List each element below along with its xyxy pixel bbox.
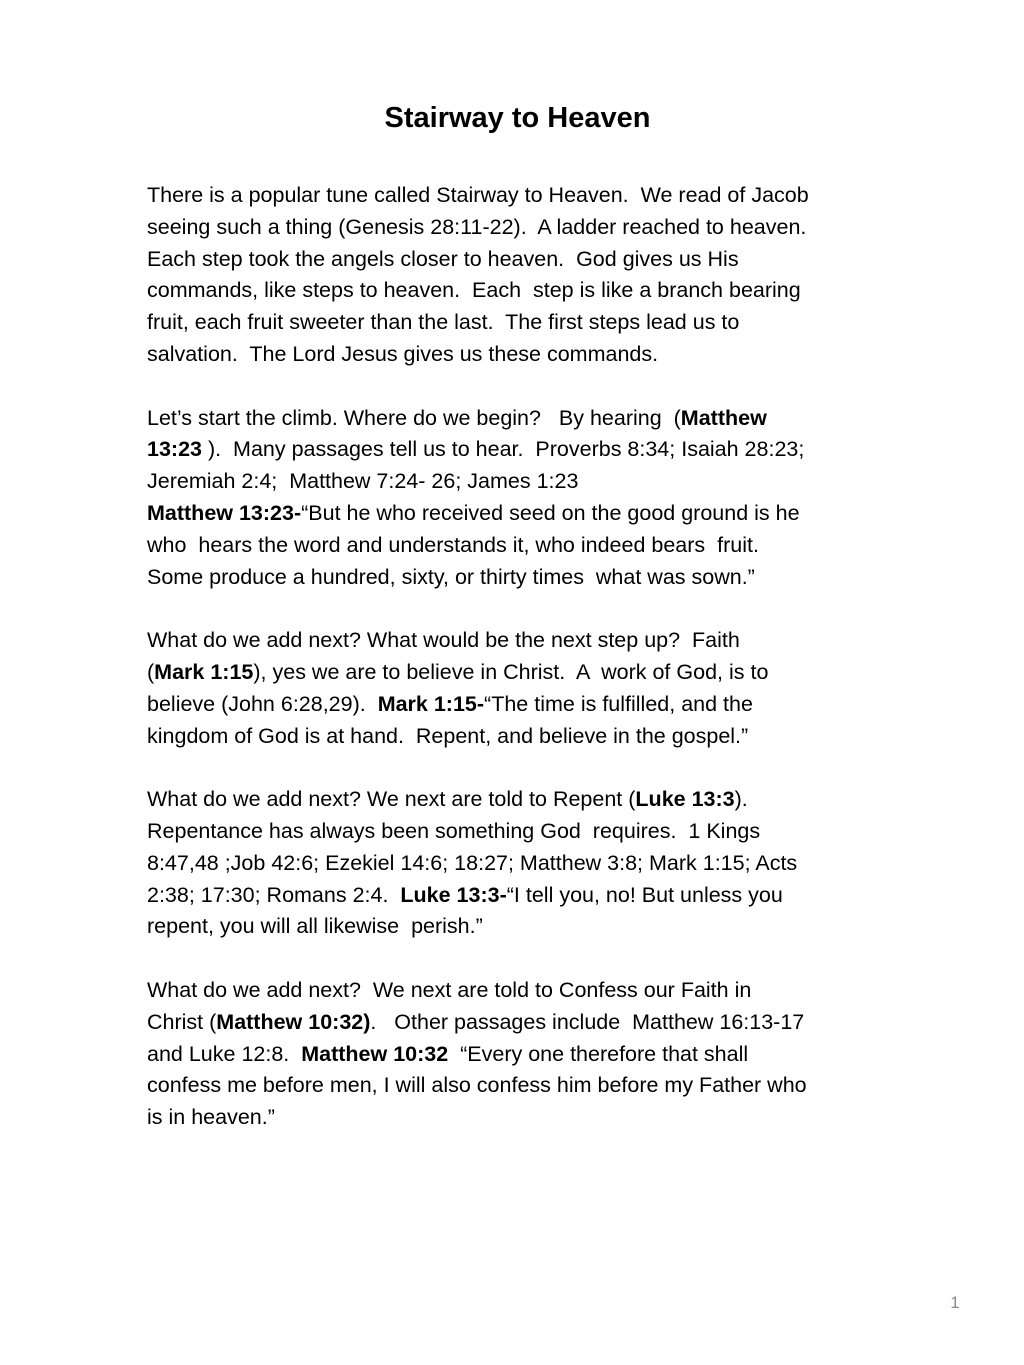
- text-line: [147, 848, 897, 880]
- scripture-reference: Matthew 13:23-: [147, 500, 302, 525]
- text-run: There is a popular tune called Stairway to Heaven. We read of Jacob: [147, 183, 809, 207]
- text-line: [147, 1070, 897, 1102]
- text-run: Jeremiah 2:4; Matthew 7:24- 26; James 1:23: [147, 469, 579, 494]
- text-run: fruit, each fruit sweeter than the last. The first steps lead us to: [147, 310, 740, 335]
- text-run: 8:47,48 ;Job 42:6; Ezekiel 14:6; 18:27; Matthew 3:8; Mark 1:15; Acts: [147, 850, 798, 875]
- text-line: [147, 1102, 897, 1134]
- text-line: [147, 339, 897, 371]
- text-line: [147, 498, 897, 530]
- text-run: ), yes we are to believe in Christ. A work of God, is to: [253, 659, 769, 684]
- page-title: Stairway to Heaven: [384, 102, 651, 134]
- text-line: [147, 562, 897, 594]
- text-run: “The time is fulfilled, and the: [484, 691, 753, 716]
- text-run: salvation. The Lord Jesus gives us these commands.: [147, 341, 659, 366]
- scripture-reference: Luke 13:3: [635, 787, 735, 812]
- text-run: Repentance has always been something God requires. 1 Kings: [147, 818, 761, 843]
- text-run: who hears the word and understands it, who indeed bears fruit.: [147, 532, 759, 557]
- text-line: [147, 880, 897, 912]
- text-line: [147, 530, 897, 562]
- text-line: [147, 689, 897, 721]
- text-line: [147, 816, 897, 848]
- text-line: [147, 244, 897, 276]
- text-run: and Luke 12:8.: [147, 1041, 302, 1066]
- text-line: [147, 466, 897, 498]
- scripture-reference: Luke 13:3-: [400, 882, 507, 907]
- text-line: [147, 307, 897, 339]
- text-run: repent, you will all likewise perish.”: [147, 914, 483, 939]
- text-run: . Other passages include Matthew 16:13-17: [370, 1009, 805, 1034]
- text-line: [147, 657, 897, 689]
- text-run: “But he who received seed on the good ground is he: [301, 500, 800, 525]
- paragraph: [147, 784, 897, 943]
- text-run: “Every one therefore that shall: [448, 1041, 749, 1066]
- scripture-reference: Matthew: [680, 405, 767, 430]
- text-line: [147, 180, 897, 212]
- page-number: 1: [950, 1293, 960, 1312]
- text-line: [147, 212, 897, 244]
- paragraph: [147, 975, 897, 1134]
- text-run: believe (John 6:28,29).: [147, 691, 378, 716]
- text-run: commands, like steps to heaven. Each step is like a branch bearing: [147, 278, 801, 303]
- text-run: confess me before men, I will also confess him before my Father who: [147, 1073, 807, 1098]
- scripture-reference: Matthew 10:32): [216, 1009, 371, 1034]
- text-line: [147, 784, 897, 816]
- text-line: [147, 975, 897, 1007]
- scripture-reference: 13:23: [147, 437, 202, 462]
- text-run: kingdom of God is at hand. Repent, and believe in the gospel.”: [147, 723, 749, 748]
- text-run: What do we add next? What would be the next step up? Faith: [147, 628, 740, 653]
- text-run: seeing such a thing (Genesis 28:11-22). A ladder reached to heaven.: [147, 214, 807, 239]
- text-line: [147, 403, 897, 435]
- paragraph: [147, 180, 897, 371]
- text-line: [147, 275, 897, 307]
- text-line: [147, 911, 897, 943]
- scripture-reference: Mark 1:15: [154, 659, 254, 684]
- document-body: [147, 180, 897, 1166]
- scripture-reference: Mark 1:15-: [377, 691, 485, 716]
- text-line: [147, 1039, 897, 1071]
- text-line: [147, 1007, 897, 1039]
- text-line: [147, 625, 897, 657]
- text-run: “I tell you, no! But unless you: [506, 882, 783, 907]
- text-run: Christ (: [147, 1009, 217, 1034]
- text-run: ). Many passages tell us to hear. Proverbs 8:34; Isaiah 28:23;: [202, 437, 805, 462]
- text-run: Let’s start the climb. Where do we begin? By hearing (: [147, 405, 681, 430]
- text-run: Some produce a hundred, sixty, or thirty times what was sown.”: [147, 564, 755, 589]
- text-run: 2:38; 17:30; Romans 2:4.: [147, 882, 401, 907]
- text-line: [147, 434, 897, 466]
- text-run: is in heaven.”: [147, 1105, 275, 1130]
- text-run: (: [147, 659, 155, 684]
- text-run: What do we add next? We next are told to Confess our Faith in: [147, 977, 752, 1002]
- text-line: [147, 721, 897, 753]
- text-run: ).: [734, 787, 748, 812]
- paragraph: [147, 625, 897, 752]
- paragraph: [147, 403, 897, 594]
- scripture-reference: Matthew 10:32: [301, 1041, 449, 1066]
- text-run: What do we add next? We next are told to Repent (: [147, 787, 636, 812]
- text-run: Each step took the angels closer to heaven. God gives us His: [147, 246, 739, 271]
